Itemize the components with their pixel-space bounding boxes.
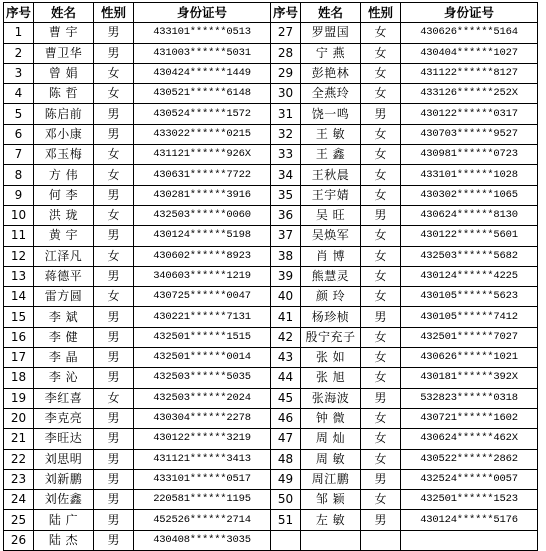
id-number-cell: 430122******5601 [401,226,538,246]
person-name-cell: 王 敏 [301,124,361,144]
id-number-cell: 430703******9527 [401,124,538,144]
person-name-cell: 方 伟 [34,165,94,185]
gender-cell: 女 [361,327,401,347]
id-number-cell: 430981******0723 [401,145,538,165]
gender-cell: 男 [94,510,134,530]
id-number-cell: 452526******2714 [134,510,271,530]
row-number-cell: 12 [4,246,34,266]
row-number-cell: 39 [271,266,301,286]
row-number-cell: 2 [4,43,34,63]
gender-cell: 女 [94,287,134,307]
row-number-cell: 1 [4,23,34,43]
person-name-cell: 张 旭 [301,368,361,388]
row-number-cell: 40 [271,287,301,307]
person-name-cell: 李红喜 [34,388,94,408]
table-row [4,327,538,347]
row-number-cell: 13 [4,266,34,286]
row-number-cell: 15 [4,307,34,327]
person-name-cell: 李克亮 [34,408,94,428]
id-number-cell: 430721******1602 [401,408,538,428]
table-row [4,84,538,104]
id-number-cell: 431122******8127 [401,63,538,83]
person-name-cell: 李旺达 [34,429,94,449]
table-row [4,23,538,43]
gender-cell: 男 [94,368,134,388]
id-number-cell: 430181******392X [401,368,538,388]
gender-cell: 女 [361,43,401,63]
id-number-cell: 430124******5198 [134,226,271,246]
id-number-cell: 432501******7027 [401,327,538,347]
table-row [4,185,538,205]
gender-cell: 女 [361,449,401,469]
id-number-cell: 430631******7722 [134,165,271,185]
person-name-cell: 张海波 [301,388,361,408]
header-id-right: 身份证号 [401,3,538,23]
row-number-cell: 32 [271,124,301,144]
gender-cell: 男 [94,449,134,469]
gender-cell: 男 [94,327,134,347]
gender-cell [361,530,401,550]
id-number-cell: 430105******5623 [401,287,538,307]
row-number-cell: 16 [4,327,34,347]
row-number-cell: 4 [4,84,34,104]
table-row [4,490,538,510]
id-number-cell: 430105******7412 [401,307,538,327]
id-number-cell: 432501******1523 [401,490,538,510]
gender-cell: 女 [94,63,134,83]
gender-cell: 女 [361,124,401,144]
table-row [4,449,538,469]
row-number-cell: 34 [271,165,301,185]
id-number-cell: 432503******2024 [134,388,271,408]
person-name-cell: 李 健 [34,327,94,347]
gender-cell: 女 [361,368,401,388]
id-number-cell: 430522******2862 [401,449,538,469]
gender-cell: 女 [94,388,134,408]
table-row [4,388,538,408]
person-name-cell: 王 鑫 [301,145,361,165]
gender-cell: 男 [94,43,134,63]
person-name-cell: 曹卫华 [34,43,94,63]
person-name-cell: 李 斌 [34,307,94,327]
gender-cell: 女 [361,23,401,43]
row-number-cell: 26 [4,530,34,550]
id-number-cell: 430524******1572 [134,104,271,124]
person-name-cell: 雷方圆 [34,287,94,307]
person-name-cell: 吴焕军 [301,226,361,246]
gender-cell: 男 [361,510,401,530]
row-number-cell: 44 [271,368,301,388]
id-number-cell: 432524******0057 [401,469,538,489]
row-number-cell: 29 [271,63,301,83]
row-number-cell: 48 [271,449,301,469]
person-name-cell: 杨珍桢 [301,307,361,327]
person-name-cell [301,530,361,550]
table-row [4,510,538,530]
row-number-cell: 38 [271,246,301,266]
person-name-cell: 黄 宇 [34,226,94,246]
id-number-cell: 432501******0014 [134,348,271,368]
gender-cell: 女 [361,429,401,449]
id-number-cell: 430624******8130 [401,205,538,225]
row-number-cell [271,530,301,550]
row-number-cell: 24 [4,490,34,510]
person-name-cell: 陆 杰 [34,530,94,550]
table-row [4,408,538,428]
person-name-cell: 王秋晨 [301,165,361,185]
row-number-cell: 36 [271,205,301,225]
id-number-cell: 433101******0517 [134,469,271,489]
gender-cell: 男 [94,348,134,368]
id-number-cell: 340603******1219 [134,266,271,286]
id-number-cell: 431121******926X [134,145,271,165]
person-name-cell: 邓玉梅 [34,145,94,165]
gender-cell: 女 [361,165,401,185]
row-number-cell: 3 [4,63,34,83]
gender-cell: 女 [361,490,401,510]
id-number-cell: 430626******1021 [401,348,538,368]
row-number-cell: 7 [4,145,34,165]
id-number-cell [401,530,538,550]
gender-cell: 女 [361,226,401,246]
id-number-cell: 430725******0047 [134,287,271,307]
person-name-cell: 全燕玲 [301,84,361,104]
header-no-right: 序号 [271,3,301,23]
table-row [4,348,538,368]
row-number-cell: 8 [4,165,34,185]
gender-cell: 女 [94,84,134,104]
person-name-cell: 张 如 [301,348,361,368]
row-number-cell: 42 [271,327,301,347]
row-number-cell: 25 [4,510,34,530]
table-row [4,43,538,63]
table-row [4,530,538,550]
person-name-cell: 洪 珑 [34,205,94,225]
person-name-cell: 王宇婧 [301,185,361,205]
gender-cell: 男 [94,490,134,510]
id-number-cell: 430408******3035 [134,530,271,550]
roster-table [3,2,538,551]
id-number-cell: 432501******1515 [134,327,271,347]
person-name-cell: 邹 颖 [301,490,361,510]
id-number-cell: 432503******5035 [134,368,271,388]
person-name-cell: 刘新鹏 [34,469,94,489]
header-sex-right: 性别 [361,3,401,23]
id-number-cell: 430304******2278 [134,408,271,428]
person-name-cell: 江泽凡 [34,246,94,266]
row-number-cell: 9 [4,185,34,205]
id-number-cell: 432503******5682 [401,246,538,266]
header-no-left: 序号 [4,3,34,23]
gender-cell: 男 [94,307,134,327]
table-row [4,287,538,307]
row-number-cell: 31 [271,104,301,124]
id-number-cell: 430602******8923 [134,246,271,266]
id-number-cell: 430124******5176 [401,510,538,530]
row-number-cell: 21 [4,429,34,449]
header-id-left: 身份证号 [134,3,271,23]
id-number-cell: 430122******3219 [134,429,271,449]
id-number-cell: 220581******1195 [134,490,271,510]
id-number-cell: 430404******1027 [401,43,538,63]
id-number-cell: 430281******3916 [134,185,271,205]
row-number-cell: 50 [271,490,301,510]
gender-cell: 男 [361,388,401,408]
row-number-cell: 33 [271,145,301,165]
row-number-cell: 35 [271,185,301,205]
id-number-cell: 433022******0215 [134,124,271,144]
person-name-cell: 刘思明 [34,449,94,469]
person-name-cell: 刘佐鑫 [34,490,94,510]
person-name-cell: 蒋德平 [34,266,94,286]
gender-cell: 女 [361,348,401,368]
person-name-cell: 左 敏 [301,510,361,530]
table-row [4,104,538,124]
table-row [4,165,538,185]
gender-cell: 男 [94,185,134,205]
id-number-cell: 430521******6148 [134,84,271,104]
gender-cell: 女 [361,63,401,83]
person-name-cell: 周 灿 [301,429,361,449]
id-number-cell: 430302******1065 [401,185,538,205]
person-name-cell: 彭艳林 [301,63,361,83]
row-number-cell: 6 [4,124,34,144]
table-row [4,205,538,225]
gender-cell: 女 [94,246,134,266]
id-number-cell: 433101******1028 [401,165,538,185]
person-name-cell: 李 晶 [34,348,94,368]
table-row [4,307,538,327]
table-body [4,23,538,551]
gender-cell: 女 [361,145,401,165]
row-number-cell: 45 [271,388,301,408]
person-name-cell: 周江鹏 [301,469,361,489]
gender-cell: 男 [94,226,134,246]
gender-cell: 男 [94,530,134,550]
id-number-cell: 430221******7131 [134,307,271,327]
row-number-cell: 22 [4,449,34,469]
person-name-cell: 邓小康 [34,124,94,144]
row-number-cell: 27 [271,23,301,43]
table-row [4,226,538,246]
person-name-cell: 钟 微 [301,408,361,428]
table-row [4,429,538,449]
person-name-cell: 熊慧灵 [301,266,361,286]
gender-cell: 女 [361,287,401,307]
person-name-cell: 殷宁充子 [301,327,361,347]
table-row [4,145,538,165]
gender-cell: 男 [94,104,134,124]
gender-cell: 男 [94,23,134,43]
header-sex-left: 性别 [94,3,134,23]
id-number-cell: 430424******1449 [134,63,271,83]
gender-cell: 女 [361,84,401,104]
gender-cell: 女 [361,246,401,266]
row-number-cell: 11 [4,226,34,246]
gender-cell: 男 [361,205,401,225]
id-number-cell: 532823******0318 [401,388,538,408]
gender-cell: 男 [361,104,401,124]
person-name-cell: 颜 玲 [301,287,361,307]
roster-sheet [3,2,538,551]
row-number-cell: 14 [4,287,34,307]
gender-cell: 男 [94,469,134,489]
person-name-cell: 周 敏 [301,449,361,469]
gender-cell: 女 [94,165,134,185]
person-name-cell: 陆 广 [34,510,94,530]
row-number-cell: 10 [4,205,34,225]
header-row [4,3,538,23]
gender-cell: 女 [361,408,401,428]
person-name-cell: 李 沁 [34,368,94,388]
id-number-cell: 431121******3413 [134,449,271,469]
row-number-cell: 51 [271,510,301,530]
row-number-cell: 46 [271,408,301,428]
table-row [4,266,538,286]
table-row [4,368,538,388]
row-number-cell: 43 [271,348,301,368]
id-number-cell: 432503******0060 [134,205,271,225]
table-row [4,469,538,489]
person-name-cell: 何 李 [34,185,94,205]
gender-cell: 女 [94,205,134,225]
person-name-cell: 罗盟国 [301,23,361,43]
row-number-cell: 23 [4,469,34,489]
header-name-left: 姓名 [34,3,94,23]
table-row [4,63,538,83]
id-number-cell: 430624******462X [401,429,538,449]
person-name-cell: 宁 燕 [301,43,361,63]
gender-cell: 男 [94,408,134,428]
person-name-cell: 曹 宇 [34,23,94,43]
id-number-cell: 431003******5031 [134,43,271,63]
row-number-cell: 37 [271,226,301,246]
row-number-cell: 5 [4,104,34,124]
table-row [4,246,538,266]
row-number-cell: 28 [271,43,301,63]
id-number-cell: 433126******252X [401,84,538,104]
row-number-cell: 30 [271,84,301,104]
row-number-cell: 49 [271,469,301,489]
gender-cell: 女 [361,185,401,205]
row-number-cell: 20 [4,408,34,428]
id-number-cell: 433101******0513 [134,23,271,43]
table-row [4,124,538,144]
gender-cell: 男 [94,124,134,144]
id-number-cell: 430124******4225 [401,266,538,286]
gender-cell: 男 [361,307,401,327]
row-number-cell: 17 [4,348,34,368]
gender-cell: 男 [94,429,134,449]
id-number-cell: 430122******0317 [401,104,538,124]
id-number-cell: 430626******5164 [401,23,538,43]
gender-cell: 男 [94,266,134,286]
gender-cell: 女 [94,145,134,165]
person-name-cell: 陈 哲 [34,84,94,104]
row-number-cell: 18 [4,368,34,388]
person-name-cell: 陈启前 [34,104,94,124]
gender-cell: 女 [361,266,401,286]
row-number-cell: 19 [4,388,34,408]
gender-cell: 男 [361,469,401,489]
row-number-cell: 41 [271,307,301,327]
person-name-cell: 曾 娟 [34,63,94,83]
header-name-right: 姓名 [301,3,361,23]
person-name-cell: 吴 旺 [301,205,361,225]
person-name-cell: 肖 博 [301,246,361,266]
row-number-cell: 47 [271,429,301,449]
person-name-cell: 饶一鸣 [301,104,361,124]
